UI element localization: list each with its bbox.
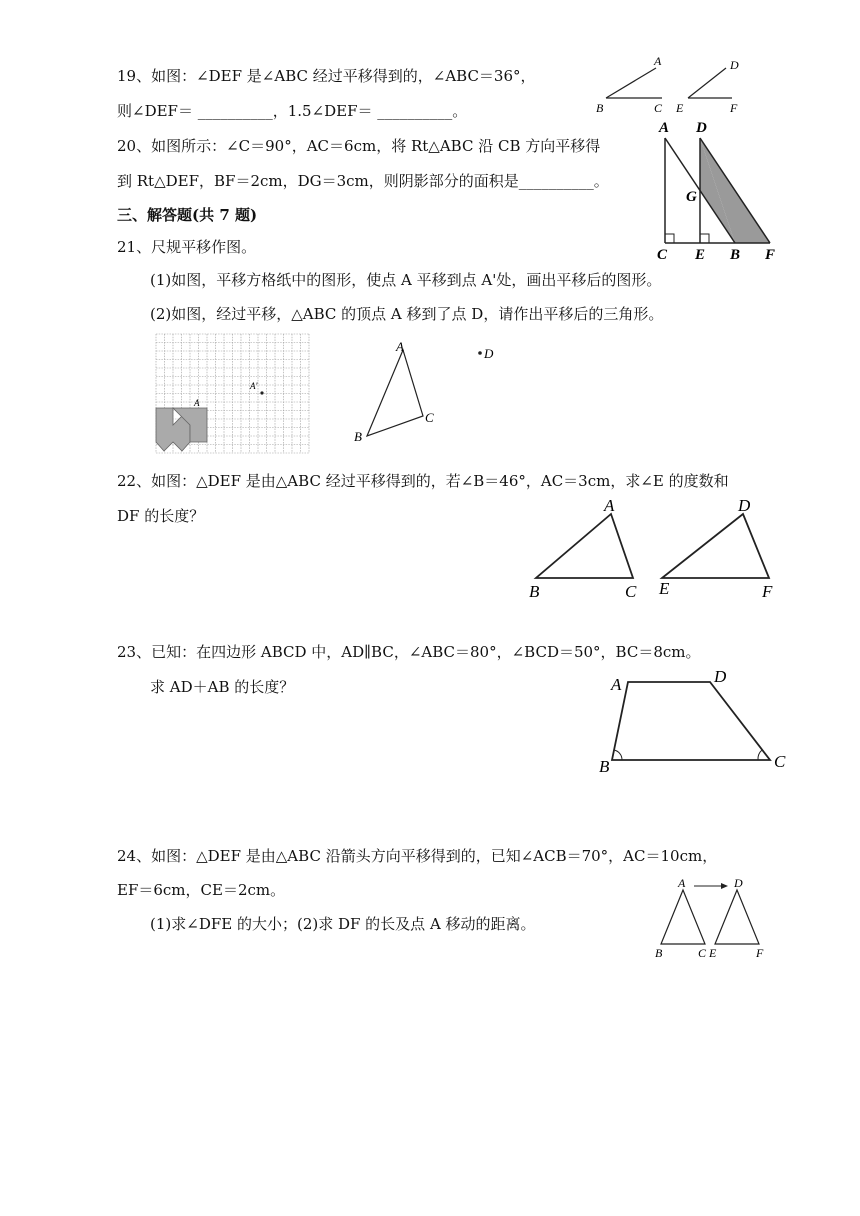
q22-label-B: B: [529, 582, 540, 601]
q24-label-C: C: [698, 946, 707, 960]
q20-label-E: E: [695, 247, 706, 263]
q24-label-F: F: [756, 946, 764, 960]
q21-grid-label-A: A: [194, 398, 200, 408]
q21-point-D: D: [484, 346, 494, 361]
q22-line2: DF 的长度？: [117, 507, 205, 525]
q19-label-D: D: [730, 58, 739, 72]
q21-line1: 21、尺规平移作图。: [117, 238, 257, 256]
q21-tri-label-A: A: [396, 339, 404, 354]
q24-label-A: A: [678, 876, 686, 890]
q23-label-A: A: [611, 675, 622, 694]
q24-label-B: B: [655, 946, 663, 960]
q19-label-E: E: [676, 101, 684, 115]
q23-label-C: C: [774, 752, 786, 771]
q20-translation-figure: [650, 116, 780, 262]
q19-line1: 19、如图：∠DEF 是∠ABC 经过平移得到的，∠ABC＝36°，: [117, 67, 536, 85]
q22-label-C: C: [625, 582, 637, 601]
q24-line3: (1)求∠DFE 的大小；(2)求 DF 的长及点 A 移动的距离。: [150, 915, 536, 933]
q21-part1: (1)如图，平移方格纸中的图形，使点 A 平移到点 A'处，画出平移后的图形。: [150, 271, 662, 289]
q20-label-G: G: [686, 189, 697, 205]
q20-label-F: F: [765, 247, 776, 263]
q21-grid-figure: [156, 334, 308, 454]
q19-label-A: A: [654, 54, 662, 68]
q24-label-E: E: [709, 946, 717, 960]
q19-line2: 则∠DEF＝ __________，1.5∠DEF＝ __________。: [117, 102, 468, 120]
q20-label-A: A: [659, 120, 670, 136]
q20-line1: 20、如图所示：∠C＝90°，AC＝6cm，将 Rt△ABC 沿 CB 方向平移得: [117, 137, 601, 155]
q23-line2: 求 AD＋AB 的长度？: [150, 678, 295, 696]
q23-label-B: B: [599, 757, 610, 776]
q20-label-D: D: [696, 120, 707, 136]
q19-angle-figure: [592, 54, 752, 116]
q20-label-C: C: [657, 247, 668, 263]
q22-triangles-figure: [525, 494, 785, 604]
q20-label-B: B: [730, 247, 741, 263]
q24-line1: 24、如图：△DEF 是由△ABC 沿箭头方向平移得到的，已知∠ACB＝70°，AC＝10cm，: [117, 847, 718, 865]
section-title: 三、解答题(共 7 题): [117, 206, 258, 224]
q24-label-D: D: [734, 876, 743, 890]
q22-label-D: D: [738, 496, 751, 515]
q20-line2: 到 Rt△DEF，BF＝2cm，DG＝3cm，则阴影部分的面积是__________。: [117, 172, 609, 190]
q19-label-B: B: [596, 101, 604, 115]
q21-part2: (2)如图，经过平移，△ABC 的顶点 A 移到了点 D，请作出平移后的三角形。: [150, 305, 664, 323]
q24-triangles-figure: [648, 872, 778, 962]
q23-line1: 23、已知：在四边形 ABCD 中，AD∥BC，∠ABC＝80°，∠BCD＝50°，BC＝8cm。: [117, 643, 701, 661]
q22-label-F: F: [762, 582, 773, 601]
q21-grid-label-A-prime: A': [250, 381, 258, 391]
q22-line1: 22、如图：△DEF 是由△ABC 经过平移得到的，若∠B＝46°，AC＝3cm，求∠E 的度数和: [117, 472, 729, 490]
arrow-icon: [721, 883, 728, 889]
q22-label-A: A: [604, 496, 615, 515]
q21-tri-label-C: C: [425, 410, 434, 425]
q22-label-E: E: [659, 579, 670, 598]
q21-tri-label-B: B: [354, 429, 362, 444]
q19-label-F: F: [730, 101, 738, 115]
q24-line2: EF＝6cm，CE＝2cm。: [117, 881, 286, 899]
q19-label-C: C: [654, 101, 663, 115]
q23-label-D: D: [714, 667, 727, 686]
q23-trapezoid-figure: [596, 664, 796, 780]
q21-triangle-figure: [350, 338, 510, 448]
